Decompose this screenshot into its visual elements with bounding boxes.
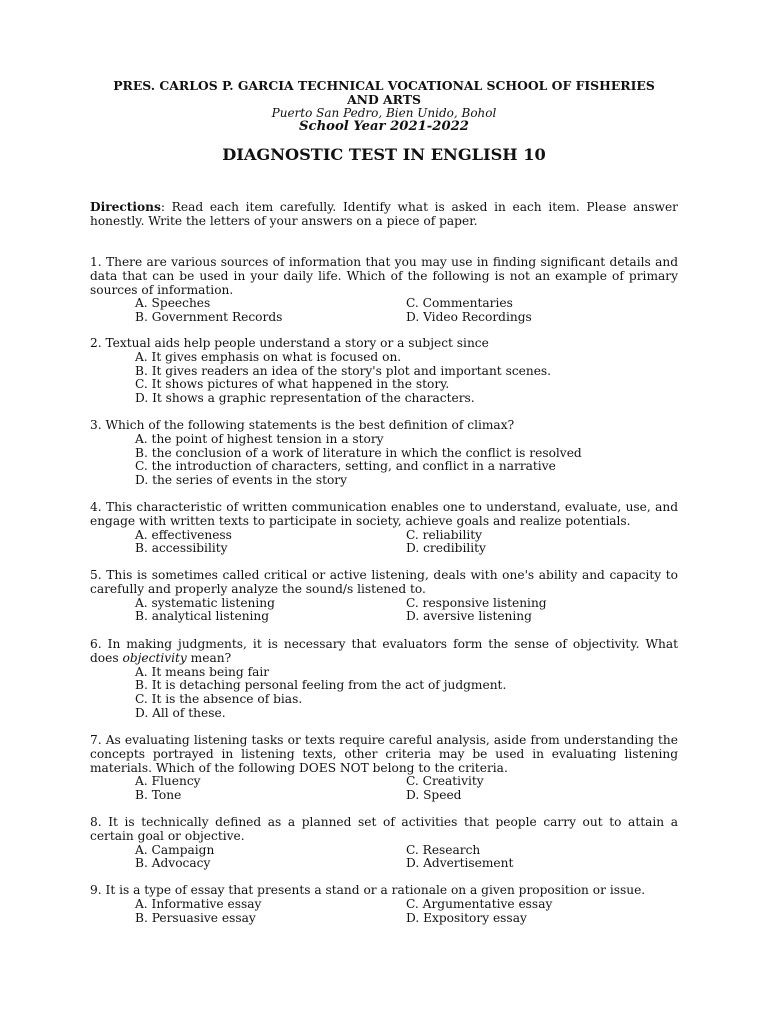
option-c: C. It shows pictures of what happened in the story.	[135, 377, 450, 392]
answer-options	[90, 597, 678, 625]
option-d: D. Expository essay	[406, 910, 527, 925]
stem-emphasis: objectivity	[122, 650, 187, 665]
option-d: D. All of these.	[135, 705, 226, 720]
option-b: B. Advocacy	[135, 856, 211, 871]
answer-options	[90, 297, 678, 325]
question-5	[90, 569, 678, 624]
option-c: C. Research	[406, 842, 481, 857]
question-stem: 1. There are various sources of information that you may use in finding significant details and data that can be used in your daily life. Which of the following is not an example of primary sources of information.	[90, 255, 678, 297]
option-a: A. It means being fair	[135, 664, 270, 679]
option-c: C. reliability	[406, 527, 483, 542]
option-b: B. accessibility	[135, 541, 228, 556]
stem-text-end: mean?	[186, 650, 232, 665]
answer-options	[90, 844, 678, 872]
question-stem	[90, 638, 678, 666]
option-a: A. Fluency	[135, 774, 201, 789]
question-8	[90, 816, 678, 871]
answer-options	[90, 351, 678, 406]
option-b: B. It gives readers an idea of the story's plot and important scenes.	[135, 363, 552, 378]
option-c: C. the introduction of characters, setting, and conflict in a narrative	[135, 459, 556, 474]
option-a: A. effectiveness	[135, 527, 232, 542]
option-a: A. systematic listening	[135, 595, 275, 610]
answer-options	[90, 898, 678, 926]
option-c: C. responsive listening	[406, 595, 547, 610]
question-stem: 8. It is technically defined as a planned set of activities that people carry out to attain a certain goal or objective.	[90, 815, 678, 843]
school-name	[60, 79, 708, 107]
option-d: D. aversive listening	[406, 609, 532, 624]
option-d: D. credibility	[406, 541, 486, 556]
option-d: D. Video Recordings	[406, 310, 532, 325]
option-c: C. Commentaries	[406, 296, 513, 311]
question-stem: 4. This characteristic of written communication enables one to understand, evaluate, use, and engage with written texts to participate in society, achieve goals and realize potentials.	[90, 500, 678, 528]
option-c: C. Creativity	[406, 774, 484, 789]
school-name-line-2: AND ARTS	[347, 92, 421, 107]
option-b: B. the conclusion of a work of literature in which the conflict is resolved	[135, 445, 582, 460]
school-name-line-1: PRES. CARLOS P. GARCIA TECHNICAL VOCATIONAL SCHOOL OF FISHERIES	[113, 78, 655, 93]
option-a: A. Speeches	[135, 296, 211, 311]
option-b: B. Tone	[135, 788, 182, 803]
question-9	[90, 884, 678, 925]
question-3	[90, 419, 678, 488]
option-a: A. the point of highest tension in a story	[135, 431, 384, 446]
option-b: B. analytical listening	[135, 609, 270, 624]
school-address: Puerto San Pedro, Bien Unido, Bohol	[271, 106, 497, 120]
question-6	[90, 638, 678, 721]
stem-text: 6. In making judgments, it is necessary that evaluators form the sense of objectivity. What does	[90, 637, 678, 665]
option-a: A. Campaign	[135, 842, 215, 857]
answer-options	[90, 529, 678, 557]
directions-label: Directions	[90, 200, 161, 214]
option-d: D. It shows a graphic representation of the characters.	[135, 391, 475, 406]
question-stem: 2. Textual aids help people understand a story or a subject since	[90, 336, 489, 350]
question-stem: 7. As evaluating listening tasks or texts require careful analysis, aside from understanding the concepts portrayed in listening texts, other criteria may be used in evaluating listening materials. Which of the following DOES NOT belong to the criteria.	[90, 733, 678, 775]
option-a: A. Informative essay	[135, 896, 262, 911]
option-b: B. It is detaching personal feeling from the act of judgment.	[135, 678, 507, 693]
test-title: DIAGNOSTIC TEST IN ENGLISH 10	[222, 145, 546, 164]
answer-options	[90, 775, 678, 803]
question-4	[90, 501, 678, 556]
school-year: School Year 2021-2022	[299, 119, 469, 134]
question-1	[90, 256, 678, 325]
question-stem: 9. It is a type of essay that presents a stand or a rationale on a given proposition or issue.	[90, 883, 646, 897]
answer-options	[90, 433, 678, 488]
answer-options	[90, 666, 678, 721]
question-stem: 3. Which of the following statements is the best definition of climax?	[90, 418, 515, 432]
option-a: A. It gives emphasis on what is focused on.	[135, 349, 402, 364]
option-d: D. Advertisement	[406, 856, 514, 871]
question-7	[90, 734, 678, 803]
option-b: B. Government Records	[135, 310, 283, 325]
option-b: B. Persuasive essay	[135, 910, 256, 925]
option-c: C. Argumentative essay	[406, 896, 553, 911]
option-c: C. It is the absence of bias.	[135, 692, 303, 707]
directions-text: : Read each item carefully. Identify what is asked in each item. Please answer honestly. Write the letters of your answers on a piece of paper.	[90, 200, 678, 228]
directions	[90, 201, 678, 229]
option-d: D. Speed	[406, 788, 462, 803]
question-2	[90, 337, 678, 406]
option-d: D. the series of events in the story	[135, 473, 348, 488]
question-stem: 5. This is sometimes called critical or active listening, deals with one's ability and capacity to carefully and properly analyze the sound/s listened to.	[90, 568, 678, 596]
